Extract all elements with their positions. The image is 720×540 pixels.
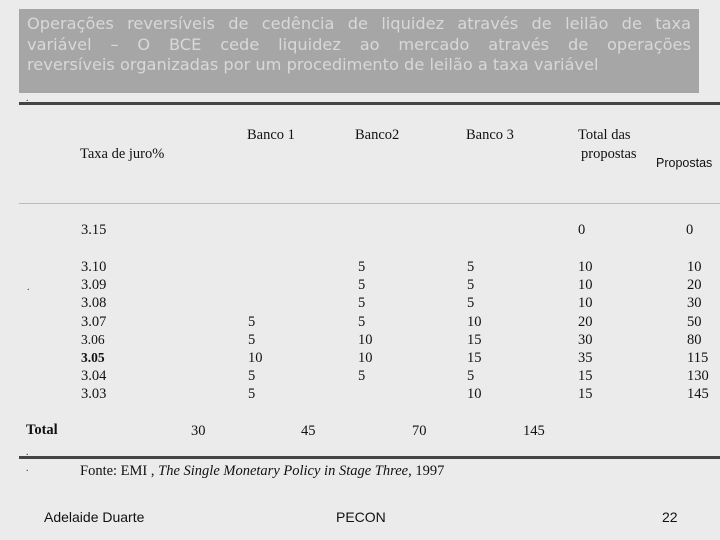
cumulative-cell: 130 bbox=[687, 368, 709, 385]
bank3-cell: 10 bbox=[467, 313, 482, 330]
bank3-cell: 15 bbox=[467, 349, 482, 366]
bank1-cell: 5 bbox=[248, 386, 256, 403]
bank3-cell: 5 bbox=[467, 295, 475, 312]
bullet-dot: . bbox=[26, 447, 29, 458]
total-bank3: 70 bbox=[412, 423, 427, 439]
bank2-cell: 10 bbox=[358, 349, 373, 366]
title-word: variável bbox=[27, 34, 92, 54]
rate-cell: 3.06 bbox=[81, 331, 105, 347]
cumulative-cell: 10 bbox=[687, 259, 702, 275]
rate-cell: 3.08 bbox=[81, 295, 107, 312]
rate-cell: 3.04 bbox=[81, 368, 107, 385]
bank1-cell: 5 bbox=[248, 368, 256, 385]
bank3-cell: 5 bbox=[467, 277, 475, 294]
title-word: taxa bbox=[655, 14, 691, 33]
rate-cell: 3.05 bbox=[81, 349, 105, 365]
bullet-dot: . bbox=[27, 282, 30, 293]
source-prefix: Fonte: EMI , bbox=[80, 463, 159, 479]
source-note bbox=[80, 462, 444, 480]
title-text-3: reversíveis organizadas por um procedimento de leilão a taxa variável bbox=[27, 55, 599, 74]
total-cell: 15 bbox=[578, 368, 593, 385]
total-first: 0 bbox=[578, 222, 586, 238]
bank2-cell: 5 bbox=[358, 277, 366, 294]
total-all: 145 bbox=[523, 423, 545, 439]
bank1-cell bbox=[248, 258, 263, 276]
bank3-cell: 5 bbox=[467, 368, 475, 385]
title-word: através bbox=[457, 14, 519, 33]
bank2-cell: 5 bbox=[358, 313, 366, 330]
title-line-3 bbox=[27, 55, 691, 76]
cumulative-first: 0 bbox=[686, 222, 694, 238]
bank2-cell: 5 bbox=[358, 295, 366, 312]
header-bank2: Banco2 bbox=[355, 127, 400, 143]
rate-cell: 3.09 bbox=[81, 277, 107, 294]
bank2-cell bbox=[358, 385, 373, 403]
bank2-cell: 5 bbox=[358, 259, 366, 275]
bank1-cell: 5 bbox=[248, 331, 256, 348]
top-rule bbox=[19, 102, 720, 105]
cumulative-cell: 20 bbox=[687, 277, 702, 294]
title-line-2 bbox=[27, 35, 691, 56]
page-number: 22 bbox=[662, 509, 678, 525]
bullet-dot: . bbox=[26, 463, 29, 474]
rate-cell: 3.03 bbox=[81, 386, 107, 403]
column-bank2 bbox=[358, 258, 373, 404]
title-word: de bbox=[531, 14, 552, 33]
title-word: de bbox=[567, 34, 589, 54]
bank3-cell: 5 bbox=[467, 259, 475, 275]
bank2-cell: 10 bbox=[358, 331, 373, 348]
title-word: através bbox=[488, 34, 550, 54]
source-title: The Single Monetary Policy in Stage Three bbox=[158, 463, 409, 479]
cumulative-cell: 115 bbox=[687, 349, 709, 366]
column-bank1 bbox=[248, 258, 263, 404]
mid-rule bbox=[19, 203, 720, 204]
title-word: mercado bbox=[398, 34, 470, 54]
header-bank1: Banco 1 bbox=[247, 127, 295, 143]
total-bank1: 30 bbox=[191, 423, 206, 439]
title-word: liquidez bbox=[278, 34, 341, 54]
bank1-cell: 5 bbox=[248, 313, 256, 330]
header-total-line2: propostas bbox=[581, 146, 637, 162]
title-word: liquidez bbox=[381, 14, 445, 33]
source-year: , 1997 bbox=[408, 463, 445, 479]
footer-center: PECON bbox=[336, 509, 386, 525]
bullet-dot: . bbox=[26, 93, 29, 104]
title-word: de bbox=[621, 14, 642, 33]
rate-cell: 3.10 bbox=[81, 259, 107, 275]
title-word: operações bbox=[607, 34, 691, 54]
footer-author: Adelaide Duarte bbox=[44, 509, 145, 525]
header-bank3: Banco 3 bbox=[466, 127, 514, 143]
total-cell: 10 bbox=[578, 295, 593, 312]
total-cell: 30 bbox=[578, 331, 593, 348]
bank3-cell: 10 bbox=[467, 386, 482, 403]
title-line-1 bbox=[27, 14, 691, 35]
total-cell: 35 bbox=[578, 349, 593, 366]
title-word: – bbox=[110, 34, 119, 54]
title-word: de bbox=[347, 14, 368, 33]
bank3-cell: 15 bbox=[467, 331, 482, 348]
bank1-cell bbox=[248, 294, 263, 312]
title-word: Operações bbox=[27, 14, 114, 33]
total-cell: 10 bbox=[578, 277, 593, 294]
title-word: ao bbox=[359, 34, 380, 54]
total-bank2: 45 bbox=[301, 423, 316, 439]
rate-first: 3.15 bbox=[81, 222, 107, 238]
cumulative-cell: 50 bbox=[687, 313, 702, 330]
column-bank3 bbox=[467, 258, 482, 404]
title-word: reversíveis bbox=[127, 14, 215, 33]
total-cell: 15 bbox=[578, 386, 593, 403]
bank2-cell: 5 bbox=[358, 368, 366, 385]
header-rate: Taxa de juro% bbox=[80, 146, 165, 162]
bottom-rule bbox=[19, 456, 720, 459]
cumulative-cell: 80 bbox=[687, 331, 702, 348]
column-totals bbox=[578, 258, 593, 404]
slide-title bbox=[19, 9, 699, 93]
bank1-cell: 10 bbox=[248, 349, 263, 366]
cumulative-cell: 30 bbox=[687, 295, 702, 312]
total-cell: 20 bbox=[578, 313, 593, 330]
title-word: de bbox=[228, 14, 249, 33]
title-word: BCE bbox=[168, 34, 202, 54]
cumulative-cell: 145 bbox=[687, 386, 709, 403]
column-cumulative bbox=[687, 258, 709, 404]
column-rates bbox=[81, 258, 106, 404]
title-word: cede bbox=[220, 34, 260, 54]
title-word: leilão bbox=[565, 14, 609, 33]
title-word: O bbox=[137, 34, 151, 54]
rate-cell: 3.07 bbox=[81, 313, 107, 330]
total-label: Total bbox=[26, 422, 58, 438]
header-cumulative: Propostas bbox=[656, 156, 713, 170]
total-cell: 10 bbox=[578, 259, 593, 275]
header-total-line1: Total das bbox=[578, 127, 631, 143]
title-word: cedência bbox=[261, 14, 335, 33]
bank1-cell bbox=[248, 276, 263, 294]
